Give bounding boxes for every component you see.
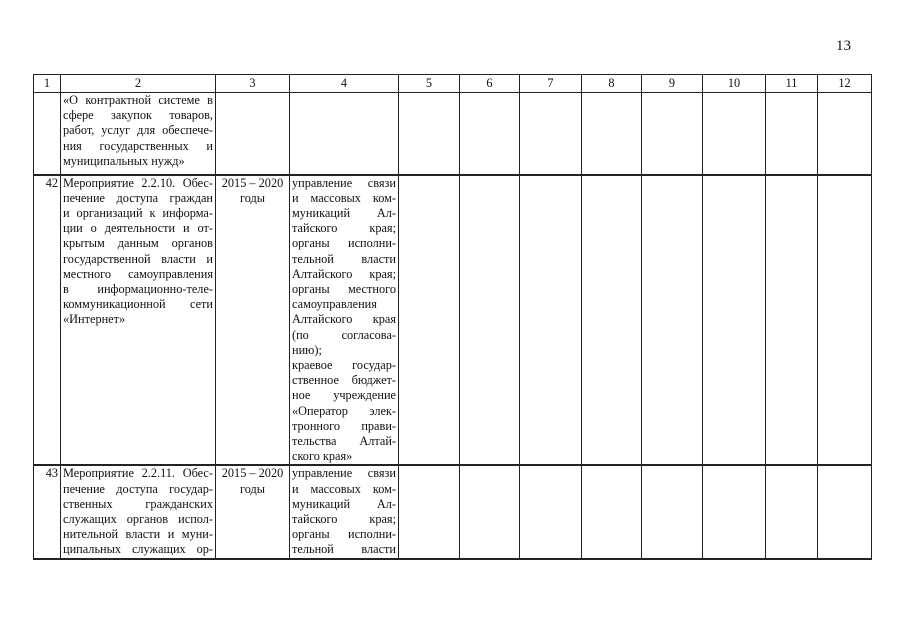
executor-line: нию);	[292, 342, 322, 357]
value-cell	[642, 93, 703, 175]
measure-name-cell	[61, 93, 216, 175]
table-row	[34, 465, 872, 558]
value-cell	[818, 93, 872, 175]
executor-line: органы местного	[292, 281, 396, 296]
executor-line: муникаций Ал-	[292, 205, 396, 220]
table-row	[34, 93, 872, 175]
executor-line: самоуправления	[292, 297, 377, 312]
period-cell	[216, 175, 290, 466]
column-header: 7	[520, 75, 582, 93]
row-number	[34, 93, 61, 175]
value-cell	[766, 465, 818, 558]
measure-name-line: и организаций к информа-	[63, 205, 213, 220]
value-cell	[818, 465, 872, 558]
executor-cell	[290, 175, 399, 466]
executor-line: и массовых ком-	[292, 190, 396, 205]
executor-line: тельной власти	[292, 251, 396, 266]
executor-line: ное учреждение	[292, 388, 396, 403]
executor-line: управление связи	[292, 175, 396, 190]
executor-line: ственное бюджет-	[292, 373, 396, 388]
column-header: 2	[61, 75, 216, 93]
value-cell	[582, 93, 642, 175]
measure-name-cell	[61, 175, 216, 466]
period-line: 2015 – 2020	[221, 466, 284, 481]
column-header: 11	[766, 75, 818, 93]
header-row	[34, 75, 872, 93]
period-line: годы	[239, 190, 266, 205]
executor-line: «Оператор элек-	[292, 403, 396, 418]
executor-line: органы исполни-	[292, 236, 396, 251]
measure-name-line: нительной власти и муни-	[63, 527, 213, 542]
value-cell	[520, 465, 582, 558]
page-number: 13	[836, 38, 851, 54]
value-cell	[582, 175, 642, 466]
value-cell	[818, 175, 872, 466]
table-row	[34, 175, 872, 466]
measure-name-line: ципальных служащих ор-	[63, 542, 213, 557]
executor-line: органы исполни-	[292, 527, 396, 542]
measure-name-line: печение доступа государ-	[63, 481, 213, 496]
value-cell	[460, 175, 520, 466]
executor-line: тельства Алтай-	[292, 433, 396, 448]
measure-name-line: крытым данным органов	[63, 236, 213, 251]
value-cell	[766, 175, 818, 466]
measure-name-cell	[61, 465, 216, 558]
executor-line: и массовых ком-	[292, 481, 396, 496]
row-number: 42	[34, 175, 61, 466]
executor-cell	[290, 93, 399, 175]
value-cell	[642, 175, 703, 466]
value-cell	[460, 93, 520, 175]
executor-line: муникаций Ал-	[292, 496, 396, 511]
measure-name-line: ственных гражданских	[63, 496, 213, 511]
column-header: 5	[399, 75, 460, 93]
measure-name-line: «О контрактной системе в	[63, 93, 213, 107]
value-cell	[399, 465, 460, 558]
value-cell	[460, 465, 520, 558]
column-header: 9	[642, 75, 703, 93]
measure-name-line: работ, услуг для обеспече-	[63, 123, 213, 138]
value-cell	[766, 93, 818, 175]
period-cell	[216, 465, 290, 558]
measure-name-line: ции о деятельности и от-	[63, 221, 213, 236]
column-header: 12	[818, 75, 872, 93]
measure-name-line: в информационно-теле-	[63, 281, 213, 296]
executor-line: тайского края;	[292, 221, 396, 236]
value-cell	[703, 175, 766, 466]
measure-name-line: коммуникационной сети	[63, 297, 213, 312]
measure-name-line: местного самоуправления	[63, 266, 213, 281]
column-header: 3	[216, 75, 290, 93]
executor-line: ского края»	[292, 449, 353, 464]
measure-name-line: служащих органов испол-	[63, 511, 213, 526]
value-cell	[703, 93, 766, 175]
executor-line: Алтайского края	[292, 312, 396, 327]
value-cell	[520, 93, 582, 175]
measure-name-line: «Интернет»	[63, 312, 126, 327]
column-header: 10	[703, 75, 766, 93]
value-cell	[399, 175, 460, 466]
value-cell	[399, 93, 460, 175]
executor-line: краевое государ-	[292, 357, 396, 372]
executor-line: (по согласова-	[292, 327, 396, 342]
executor-line: Алтайского края;	[292, 266, 396, 281]
period-line: 2015 – 2020	[221, 175, 284, 190]
row-number: 43	[34, 465, 61, 558]
measure-name-line: сфере закупок товаров,	[63, 108, 213, 123]
measures-table	[33, 74, 872, 560]
value-cell	[520, 175, 582, 466]
value-cell	[642, 465, 703, 558]
measure-name-line: Мероприятие 2.2.11. Обес-	[63, 466, 213, 481]
executor-line: тронного прави-	[292, 418, 396, 433]
period-line: годы	[239, 481, 266, 496]
executor-line: тельной власти	[292, 542, 396, 557]
executor-cell	[290, 465, 399, 558]
value-cell	[703, 465, 766, 558]
column-header: 4	[290, 75, 399, 93]
executor-line: управление связи	[292, 466, 396, 481]
measure-name-line: муниципальных нужд»	[63, 153, 185, 168]
period-cell	[216, 93, 290, 175]
executor-line: тайского края;	[292, 511, 396, 526]
measure-name-line: Мероприятие 2.2.10. Обес-	[63, 175, 213, 190]
measure-name-line: государственной власти и	[63, 251, 213, 266]
column-header: 1	[34, 75, 61, 93]
column-header: 6	[460, 75, 520, 93]
measure-name-line: ния государственных и	[63, 138, 213, 153]
measure-name-line: печение доступа граждан	[63, 190, 213, 205]
column-header: 8	[582, 75, 642, 93]
value-cell	[582, 465, 642, 558]
